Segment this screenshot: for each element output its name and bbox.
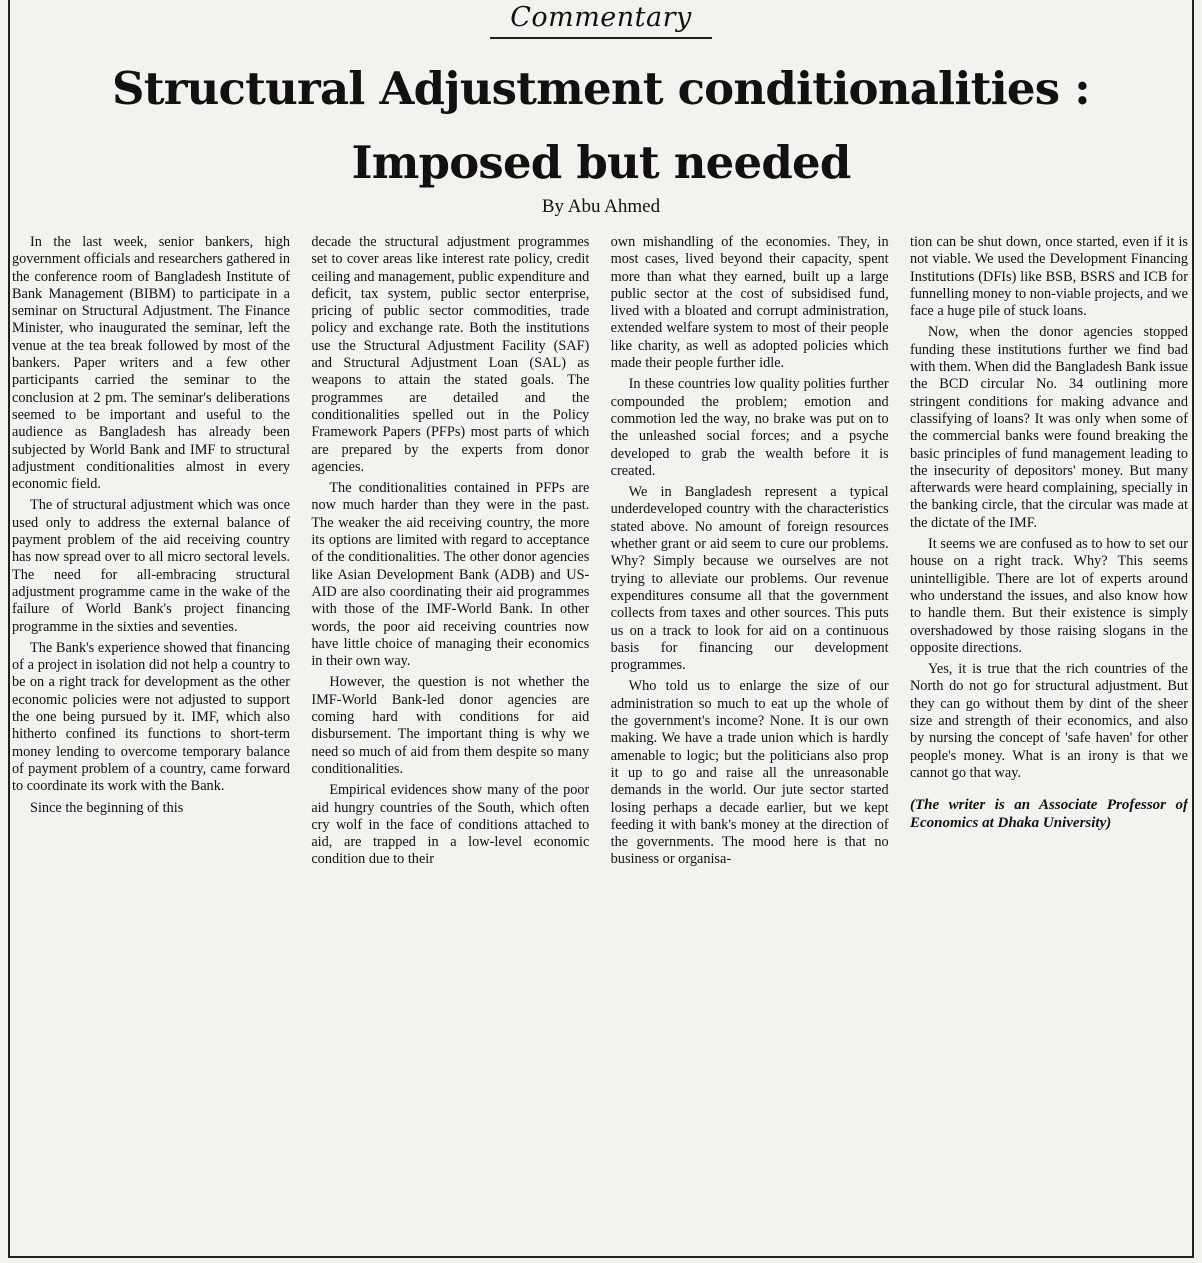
section-label-wrap — [0, 2, 1202, 39]
paragraph: The of structural adjustment which was once used only to address the external balance of payment problem of the aid receiving country has now spread over to all micro sectoral levels. The need for all-embracing structural adjustment programme came in the wake of the failure of World Bank's project financing programme in the sixties and seventies. — [12, 497, 290, 635]
headline-line-2: Imposed but needed — [351, 136, 851, 189]
column-4 — [910, 234, 1188, 1252]
paragraph: Who told us to enlarge the size of our administration so much to eat up the whole of the government's income? None. It is our own making. We have a trade union which is hardly amenable to logic; but the politicians also prop it up to go and raise all the unreasonable demands in the world. Our jute sector started losing perhaps a decade earlier, but we kept feeding it with bank's money at the direction of the governments. The mood here is that no business or organisa- — [610, 678, 889, 868]
paragraph: decade the structural adjustment programmes set to cover areas like interest rate policy, credit ceiling and management, public expenditure and deficit, tax system, public sector enterprise, pricing of public sector commodities, trade policy and exchange rate. Both the institutions use the Structural Adjustment Facility (SAF) and Structural Adjustment Loan (SAL) as weapons to attain the stated goals. The programmes are detailed and the conditionalities spelled out in the Policy Framework Papers (PFPs) most parts of which are prepared by the experts from donor agencies. — [311, 234, 590, 475]
paragraph: In the last week, senior bankers, high government officials and researchers gathered in the conference room of Bangladesh Institute of Bank Management (BIBM) to participate in a seminar on Structural Adjustment. The Finance Minister, who inaugurated the seminar, left the venue at the tea break followed by most of the bankers. Paper writers and a few other participants carried the seminar to the conclusion at 2 pm. The seminar's deliberations seemed to be important and useful to the audience as Bangladesh has already been subjected by World Bank and IMF to structural adjustment conditionalities almost in every economic field. — [12, 234, 290, 493]
paragraph: Since the beginning of this — [30, 799, 184, 816]
section-label: Commentary — [490, 2, 712, 39]
paragraph: Empirical evidences show many of the poor aid hungry countries of the South, which often cry wolf in the face of conditions attached to aid, are trapped in a low-level economic condition due to their — [311, 782, 590, 868]
paragraph: tion can be shut down, once started, even if it is not viable. We used the Development Financing Institutions (DFIs) like BSB, BSRS and ICB for funnelling money to non-viable projects, and we face a huge pile of stuck loans. — [909, 234, 1188, 320]
paragraph: Yes, it is true that the rich countries of the North do not go for structural adjustment. But they can go without them by dint of the sheer size and strength of their economics, and also by nursing the concept of 'safe haven' for other people's money. What is an irony is that we cannot go that way. — [909, 661, 1188, 781]
paragraph: In these countries low quality polities further compounded the problem; emotion and commotion led the way, no brake was put on to the unleashed social forces; and a psyche developed to grab the wealth before it is created. — [610, 376, 889, 479]
headline — [0, 52, 1202, 200]
byline: By Abu Ahmed — [541, 196, 661, 217]
paragraph: The conditionalities contained in PFPs are now much harder than they were in the past. The weaker the aid receiving country, the more its options are limited with regard to acceptance of the conditionalities. The other donor agencies like Asian Development Bank (ADB) and US-AID are also coordinating their aid programmes with those of the IMF-World Bank. In other words, the poor aid receiving countries now have little choice of managing their economics in their own way. — [311, 480, 590, 670]
headline-line-1: Structural Adjustment conditionalities : — [112, 62, 1090, 115]
paragraph: We in Bangladesh represent a typical underdeveloped country with the characteristics stated above. No amount of foreign resources whether grant or aid seem to cure our problems. Why? Simply because we ourselves are not trying to alleviate our problems. Our revenue expenditures consume all that the government collects from taxes and other sources. This puts us on a track to look for aid on a continuous basis for financing our development programmes. — [610, 484, 889, 674]
paragraph: It seems we are confused as to how to set our house on a right track. Why? This seems unintelligible. There are lot of experts around who understand the issues, and also know how to handle them. But their existence is simply overshadowed by those raising slogans in the opposite directions. — [909, 536, 1188, 656]
author-note: (The writer is an Associate Professor of Economics at Dhaka University) — [909, 797, 1188, 832]
column-2 — [311, 234, 589, 1252]
paragraph: own mishandling of the economies. They, in most cases, lived beyond their capacity, spent more than what they earned, built up a large public sector at the cost of subsidised fund, lived with a bloated and corrupt administration, extended welfare system to most of their people like charity, as well as adopted policies which made their people further idle. — [610, 234, 889, 372]
paragraph: Now, when the donor agencies stopped funding these institutions further we find bad with them. When did the Bangladesh Bank issue the BCD circular No. 34 outlining more stringent conditions for making advance and classifying of loans? It was only when some of the commercial banks were found breaking the basic principles of fund management leading to the insecurity of depositors' money. But many afterwards were heard complaining, specially in the banking circle, that the circular was made at the dictate of the IMF. — [909, 324, 1188, 531]
column-1 — [12, 234, 290, 1252]
paragraph: However, the question is not whether the IMF-World Bank-led donor agencies are coming hard with conditions for aid disbursement. The important thing is why we need so much of aid from them despite so many conditionalities. — [311, 674, 590, 777]
paragraph: The Bank's experience showed that financing of a project in isolation did not help a country to be on a right track for development as the other economic policies were not adjusted to support the one being pursued by it. IMF, which also hitherto confined its functions to short-term money lending to overcome temporary balance of payment problem of a country, came forward to coordinate its work with the Bank. — [12, 639, 290, 795]
article-body — [12, 234, 1188, 1252]
column-3 — [611, 234, 889, 1252]
